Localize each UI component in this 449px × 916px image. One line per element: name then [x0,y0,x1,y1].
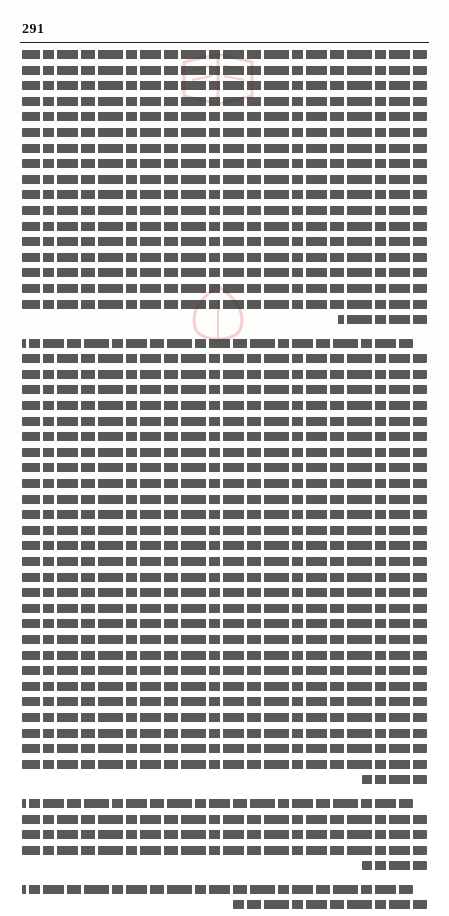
text-line [22,541,427,550]
paragraph [22,50,427,324]
text-line [362,861,427,870]
text-line [22,222,427,231]
text-line [22,66,427,75]
text-line [22,760,427,769]
paragraph [22,339,427,785]
text-line [22,144,427,153]
text-line [22,510,427,519]
text-line [22,815,427,824]
text-line [22,479,427,488]
text-line [22,619,427,628]
text-line [22,237,427,246]
text-line [22,666,427,675]
page-number: 291 [22,22,45,37]
text-line [22,799,413,808]
text-line [233,900,427,909]
text-line [22,81,427,90]
text-line [22,604,427,613]
text-line [22,300,427,309]
text-line [22,354,427,363]
text-line [22,651,427,660]
text-line [22,268,427,277]
text-line [22,697,427,706]
text-line [22,448,427,457]
text-line [22,830,427,839]
text-line [22,744,427,753]
text-line [22,495,427,504]
text-line [22,175,427,184]
text-line [22,557,427,566]
text-line [362,775,427,784]
text-line [338,315,427,324]
paragraph [22,885,427,910]
text-line [22,339,413,348]
text-line [22,128,427,137]
text-line [22,50,427,59]
header-rule [20,42,429,43]
text-line [22,97,427,106]
text-line [22,885,413,894]
text-line [22,573,427,582]
text-line [22,635,427,644]
text-line [22,401,427,410]
text-line [22,284,427,293]
text-line [22,729,427,738]
text-line [22,588,427,597]
text-line [22,385,427,394]
body-text [22,50,427,916]
text-line [22,846,427,855]
text-line [22,112,427,121]
text-line [22,526,427,535]
text-line [22,417,427,426]
text-line [22,253,427,262]
text-line [22,206,427,215]
text-line [22,682,427,691]
text-line [22,370,427,379]
text-line [22,190,427,199]
text-line [22,463,427,472]
paragraph [22,799,427,870]
text-line [22,713,427,722]
text-line [22,432,427,441]
text-line [22,159,427,168]
